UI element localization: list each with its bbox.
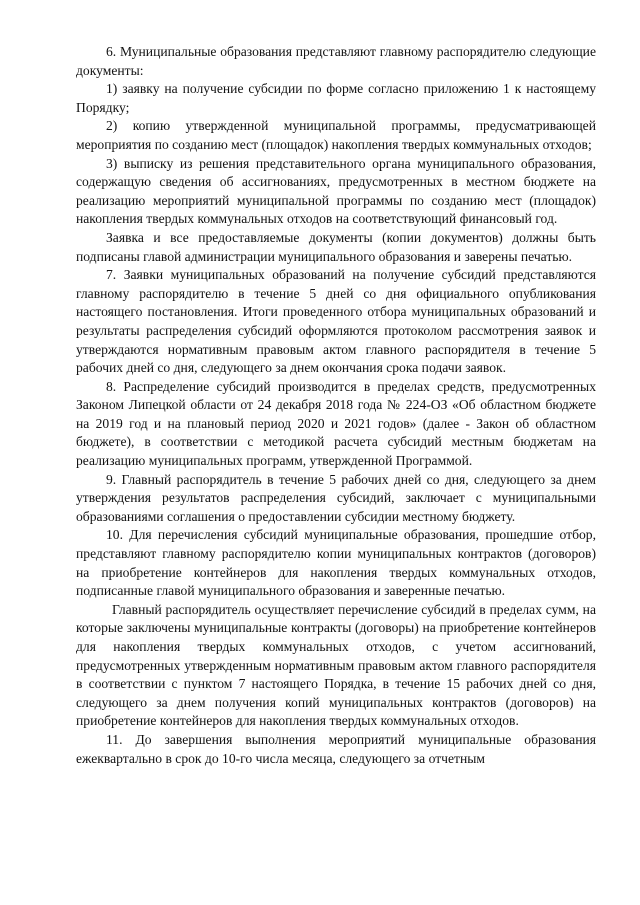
paragraph-6: 6. Муниципальные образования представляют главному распорядителю следующие документы:: [76, 44, 596, 78]
paragraph-6-item-1: 1) заявку на получение субсидии по форме согласно приложению 1 к настоящему Порядку;: [76, 81, 596, 115]
paragraph-7: 7. Заявки муниципальных образований на получение субсидий представляются главному распорядителю в течение 5 дней со дня официального опубликования настоящего постановления. Итоги проведенного отбора муниципальных образований и результаты распределения субсидий оформляются протоколом рассмотрения заявок и утверждаются нормативным правовым актом главного распорядителя в течение 5 рабочих дней со дня, следующего за днем окончания срока подачи заявок.: [76, 267, 596, 376]
paragraph-9: 9. Главный распорядитель в течение 5 рабочих дней со дня, следующего за днем утверждения результатов распределения субсидий, заключает с муниципальными образованиями соглашения о предоставлении субсидии местному бюджету.: [76, 471, 596, 524]
paragraph-6-note: Заявка и все предоставляемые документы (копии документов) должны быть подписаны главой администрации муниципального образования и заверены печатью.: [76, 229, 596, 264]
paragraph-10: 10. Для перечисления субсидий муниципальные образования, прошедшие отбор, представляют главному распорядителю копии муниципальных контрактов (договоров) на приобретение контейнеров для накопления твердых коммунальных отходов, подписанные главой муниципального образования и заверенные печатью.: [76, 527, 596, 599]
paragraph-6-item-2: 2) копию утвержденной муниципальной программы, предусматривающей мероприятия по созданию мест (площадок) накопления твердых коммунальных отходов;: [76, 118, 596, 152]
paragraph-11: 11. До завершения выполнения мероприятий муниципальные образования ежеквартально в срок до 10-го числа месяца, следующего за отчетным: [76, 731, 596, 766]
paragraph-6-item-3: 3) выписку из решения представительного органа муниципального образования, содержащую сведения об ассигнованиях, предусмотренных в местном бюджете на реализацию мероприятий муниципальной программы по созданию мест (площадок) накопления твердых коммунальных отходов на соответствующий финансовый год.: [76, 155, 596, 227]
document-page: [76, 43, 596, 768]
paragraph-8: 8. Распределение субсидий производится в пределах средств, предусмотренных Законом Липецкой области от 24 декабря 2018 года № 224-ОЗ «Об областном бюджете на 2019 год и на плановый период 2020 и 2021 годов» (далее - Закон об областном бюджете), в соответствии с методикой расчета субсидий местным бюджетам на реализацию муниципальных программ, утвержденной Программой.: [76, 378, 596, 469]
paragraph-10-continuation: Главный распорядитель осуществляет перечисление субсидий в пределах сумм, на которые заключены муниципальные контракты (договоры) на приобретение контейнеров для накопления твердых коммунальных отходов, с учетом ассигнований, предусмотренных утвержденным нормативным правовым актом главного распорядителя в соответствии с пунктом 7 настоящего Порядка, в течение 15 рабочих дней со дня, следующего за днем получения копий муниципальных контрактов (договоров) на приобретение контейнеров для накопления твердых коммунальных отходов.: [76, 601, 596, 729]
